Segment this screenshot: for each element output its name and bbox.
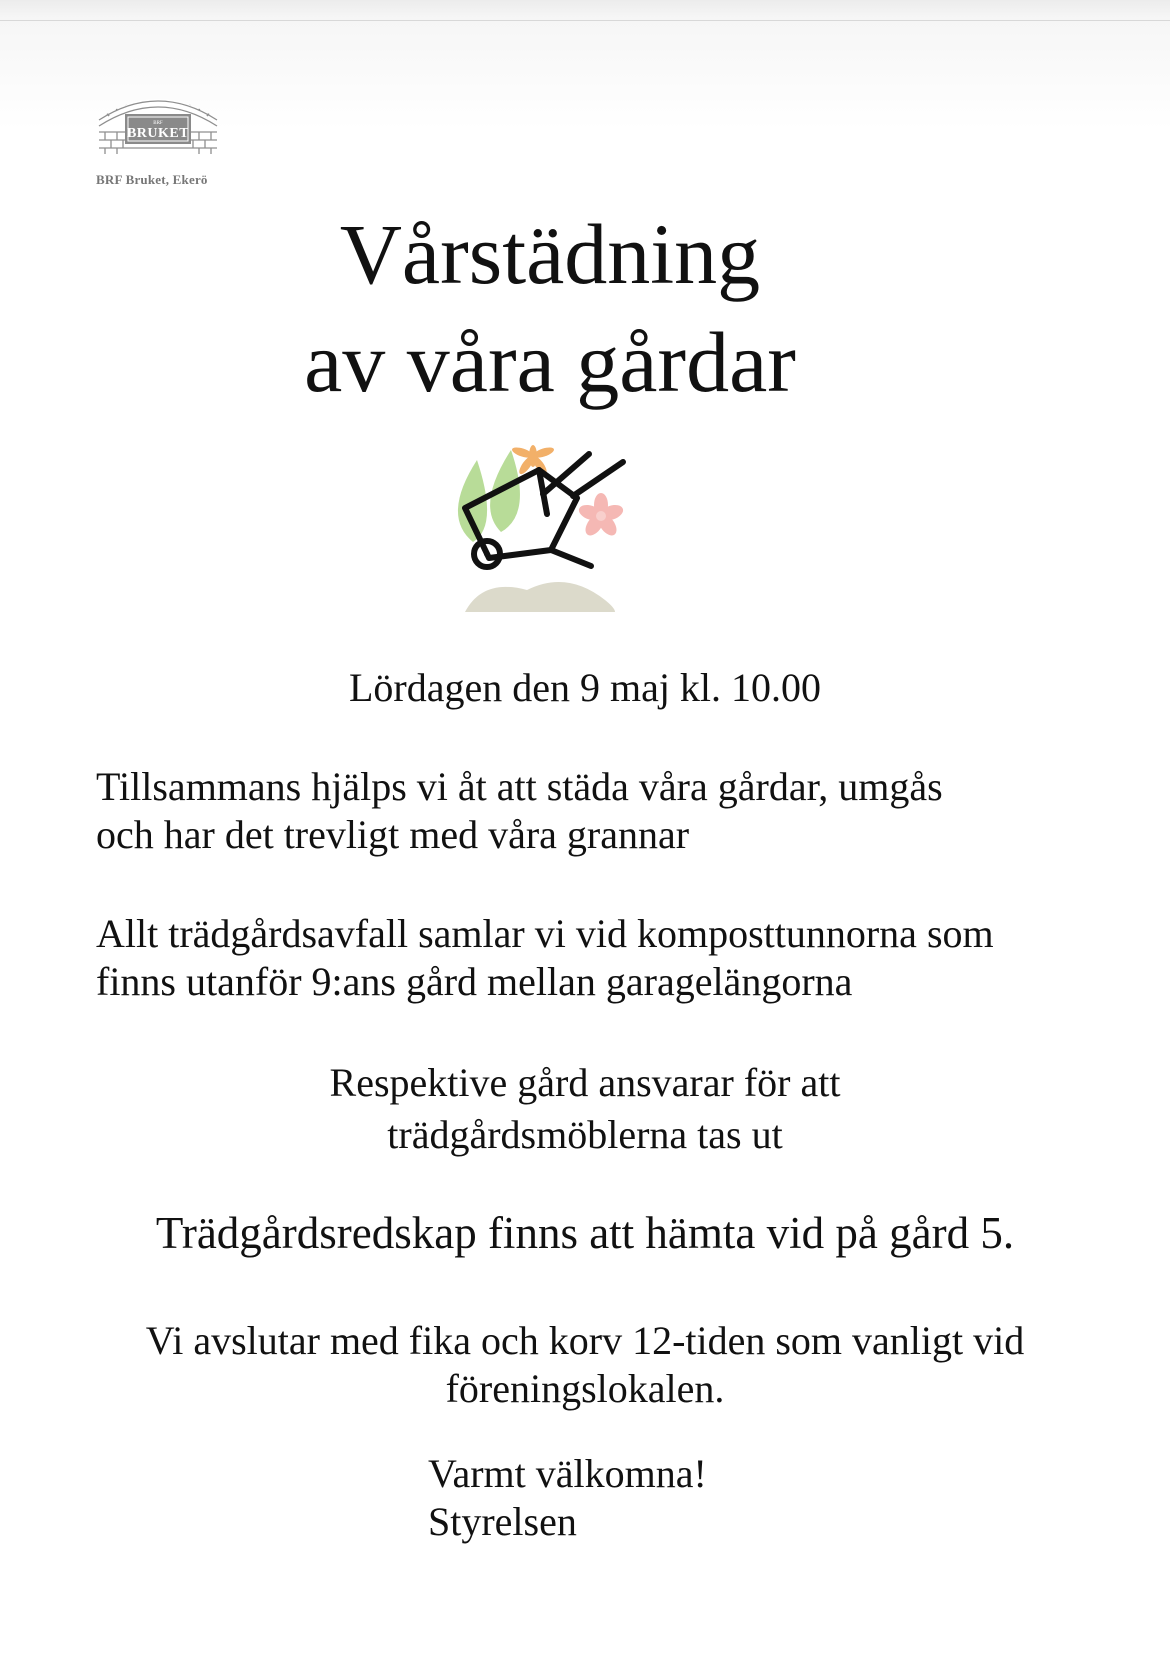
paragraph-waste-line-1: Allt trädgårdsavfall samlar vi vid komposttunnorna som [96,911,994,956]
paragraph-waste [96,910,994,1006]
paragraph-fika-line-1: Vi avslutar med fika och korv 12-tiden som vanligt vid [145,1318,1025,1363]
ground-mound-shape [465,582,615,612]
paragraph-waste-line-2: finns utanför 9:ans gård mellan garagelängorna [96,959,853,1004]
paragraph-fika [0,1317,1170,1413]
signoff-greeting: Varmt välkomna! [428,1451,707,1496]
wheelbarrow-illustration [455,440,675,620]
paragraph-tools [0,1205,1170,1261]
svg-text:BRUKET: BRUKET [126,126,190,141]
pink-flower-icon [577,493,625,539]
logo-caption: BRF Bruket, Ekerö [96,172,208,187]
paragraph-furniture-line-1: Respektive gård ansvarar för att [329,1060,841,1105]
wheelbarrow-with-flowers-icon [455,440,675,620]
paragraph-together-line-2: och har det trevligt med våra grannar [96,812,690,857]
paragraph-tools-line: Trädgårdsredskap finns att hämta vid på gård 5. [155,1208,1015,1258]
signoff [428,1450,707,1546]
brf-bruket-logo [95,90,235,156]
paragraph-fika-line-2: föreningslokalen. [445,1366,725,1411]
title-line-1: Vårstädning [339,206,761,302]
paragraph-together [96,763,943,859]
paragraph-furniture [0,1057,1170,1161]
paragraph-together-line-1: Tillsammans hjälps vi åt att städa våra gårdar, umgås [96,764,943,809]
brick-arch-logo-icon [95,90,221,156]
svg-text:BRF: BRF [153,121,163,126]
event-date: Lördagen den 9 maj kl. 10.00 [348,665,822,710]
signoff-sender: Styrelsen [428,1499,577,1544]
page-title [0,200,1100,416]
title-line-2: av våra gårdar [304,314,796,410]
paragraph-furniture-line-2: trädgårdsmöblerna tas ut [387,1112,783,1157]
